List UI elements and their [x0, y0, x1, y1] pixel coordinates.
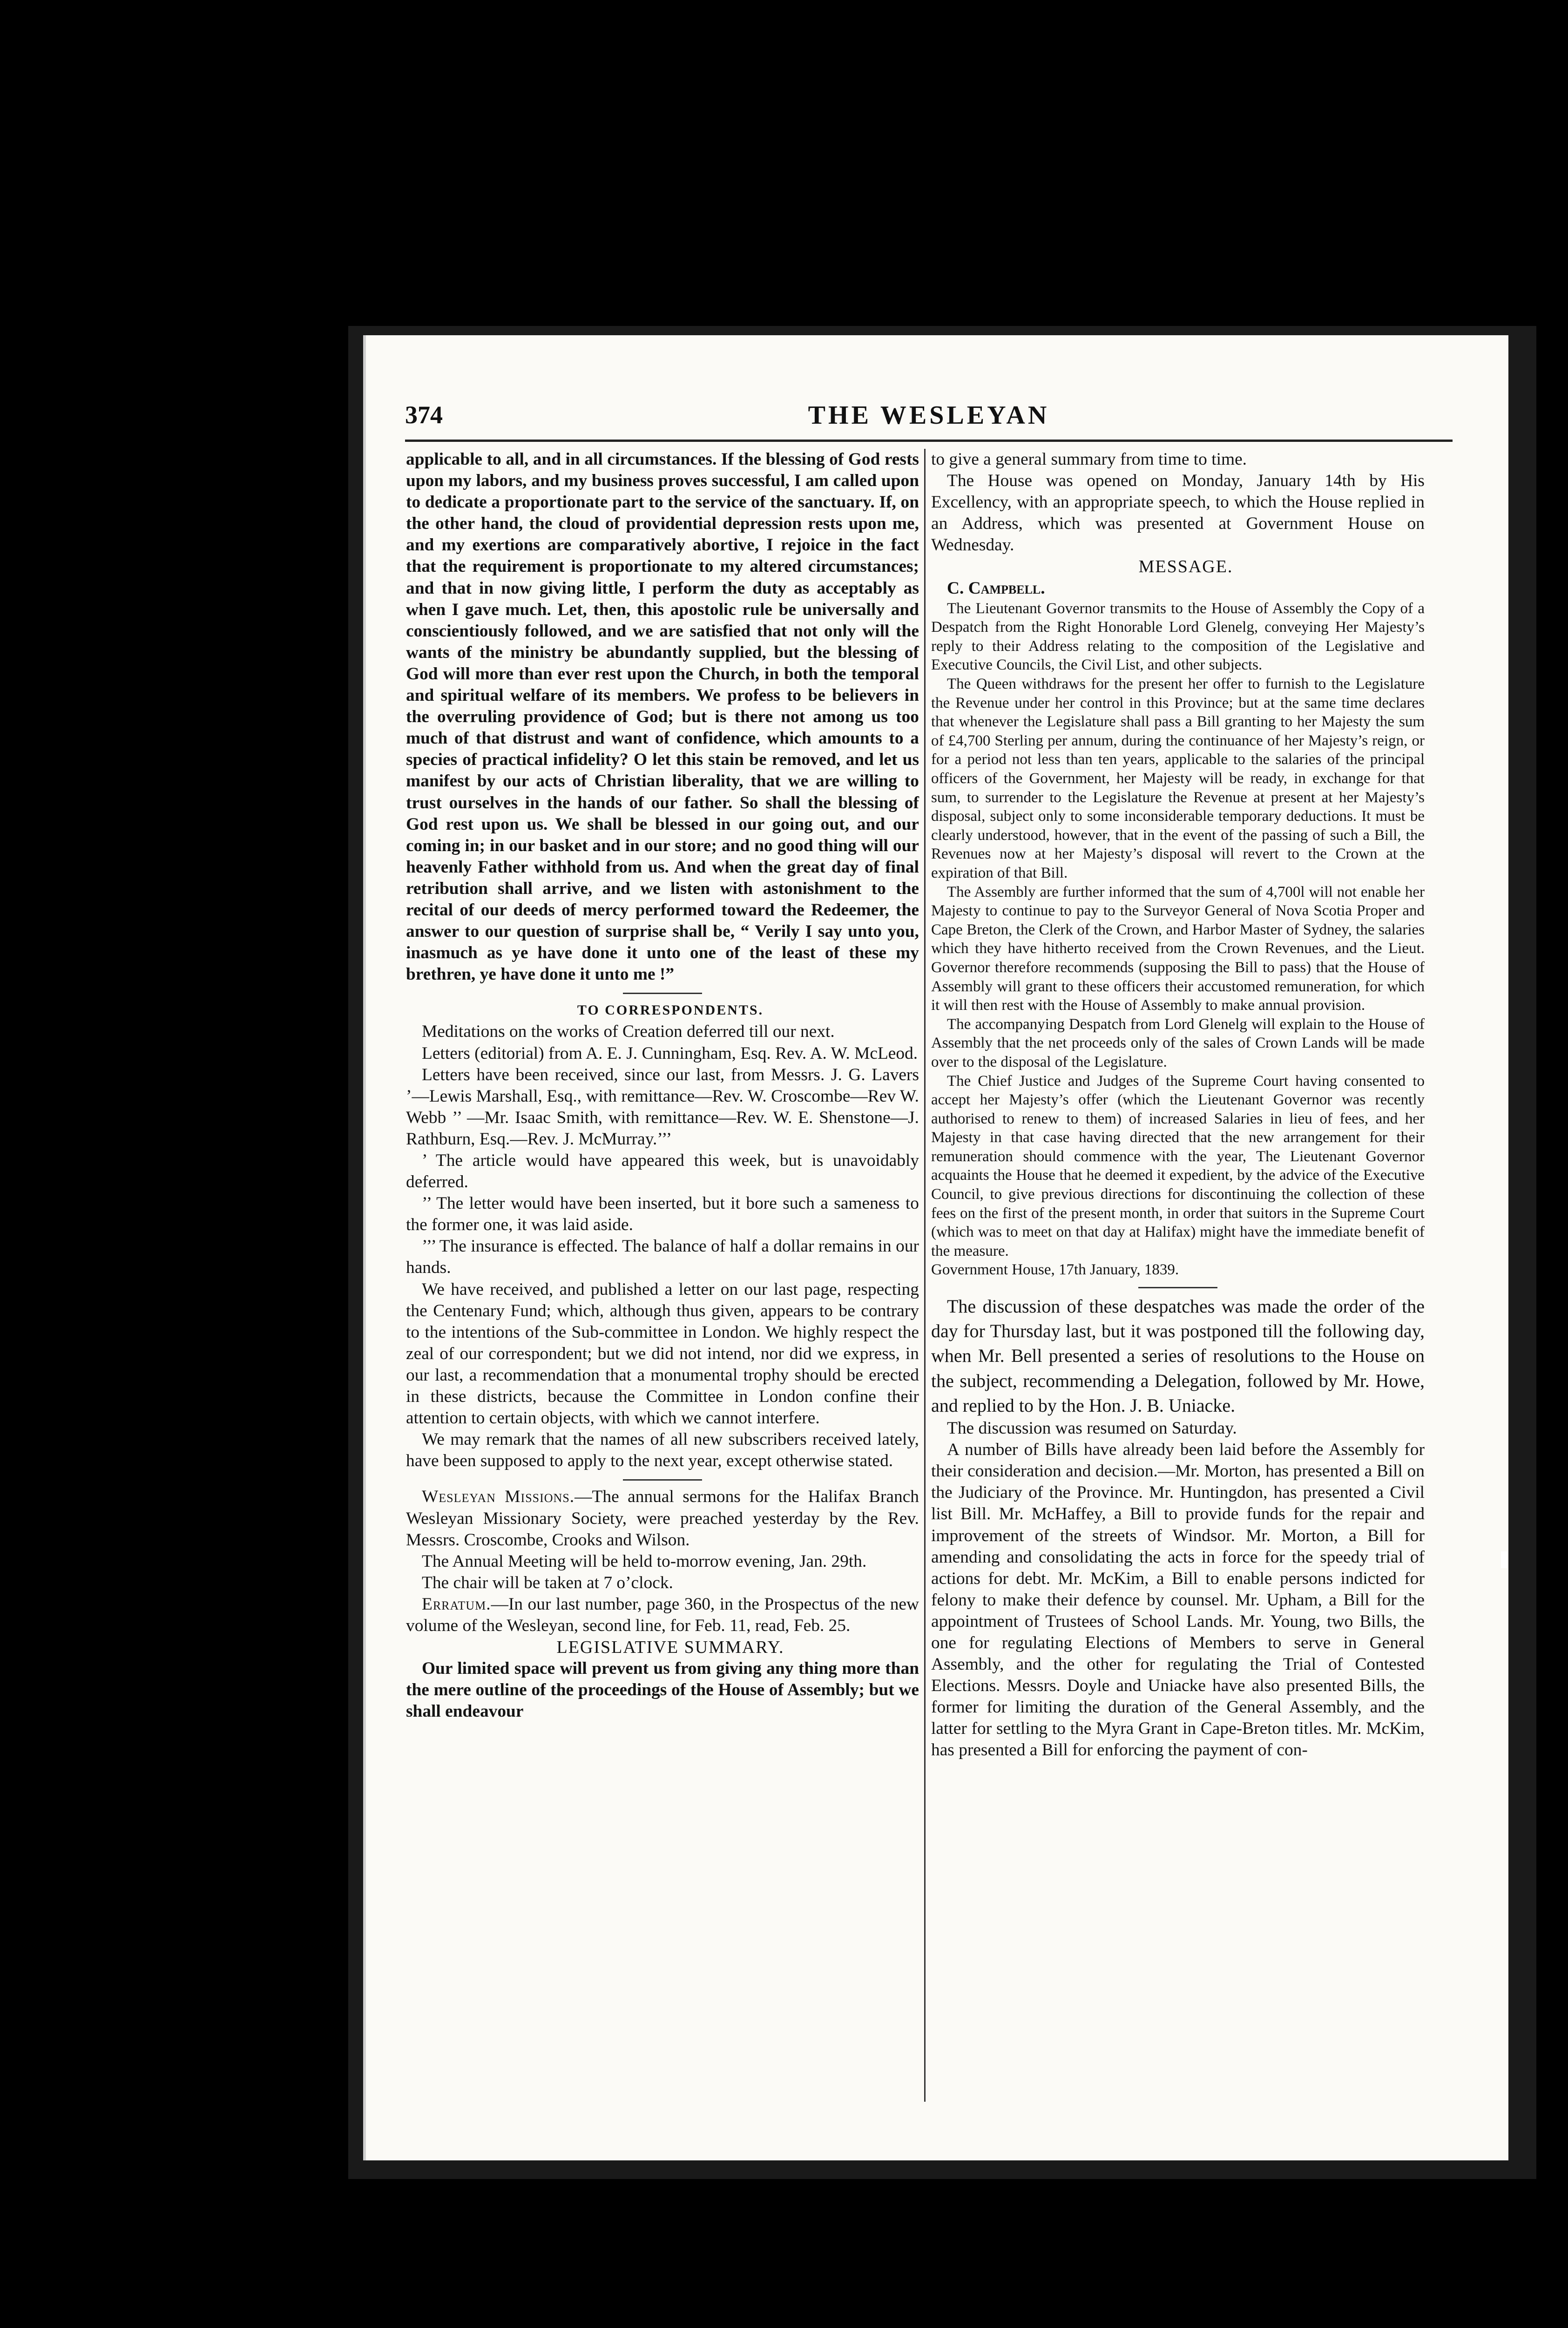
editorial-paragraph: We may remark that the names of all new subscribers received lately, have been supposed to apply to the next year, except otherwise stated.: [406, 1430, 919, 1471]
footnote: ’’ The letter would have been inserted, but it bore such a sameness to the former one, it was laid aside.: [406, 1194, 919, 1235]
message-dateline: Government House, 17th January, 1839.: [931, 1261, 1179, 1279]
left-column: [406, 449, 919, 1722]
section-separator: [1138, 1287, 1217, 1288]
section-separator: [623, 993, 702, 994]
correspondents-heading: TO CORRESPONDENTS.: [577, 1002, 764, 1018]
discussion-paragraph: The discussion of these despatches was made the order of the day for Thursday last, but it was postponed till the following day, when Mr. Bell presented a series of resolutions to the House on the subject, recommending a Delegation, followed by Mr. Howe, and replied to by the Hon. J. B. Uniacke.: [931, 1296, 1425, 1416]
newspaper-page: [363, 335, 1508, 2160]
footnote: ’ The article would have appeared this week, but is unavoidably deferred.: [406, 1151, 919, 1192]
discussion-paragraph: The discussion was resumed on Saturday.: [947, 1419, 1237, 1438]
chair-notice: The chair will be taken at 7 o’clock.: [422, 1573, 673, 1592]
legislative-continuation: to give a general summary from time to time.: [931, 450, 1247, 469]
footnote: ’’’ The insurance is effected. The balance of half a dollar remains in our hands.: [406, 1237, 919, 1278]
legislative-heading: LEGISLATIVE SUMMARY.: [556, 1638, 784, 1658]
missions-notice: [406, 1486, 919, 1550]
message-paragraph: The Queen withdraws for the present her offer to furnish to the Legislature the Revenue under her control in this Province; but at the same time declares that whenever the Legislature shall pass a Bill granting to her Majesty the sum of £4,700 Sterling per annum, during the continuance of her Majesty’s reign, or for a period not less than ten years, applicable to the salaries of the principal officers of the Government, her Majesty will be ready, in exchange for that sum, to surrender to the Legislature the Revenue at present at her Majesty’s disposal, subject only to some inconsiderable temporary deductions. It must be clearly understood, however, that in the event of the passing of such a Bill, the Revenues now at her Majesty’s disposal will revert to the Crown at the expiration of that Bill.: [931, 676, 1425, 881]
message-paragraph: The Assembly are further informed that the sum of 4,700l will not enable her Majesty to continue to pay to the Surveyor General of Nova Scotia Proper and Cape Breton, the Clerk of the Crown, and Harbor Master of Sydney, the salaries which they have hitherto received from the Crown Revenues, and the Lieut. Governor therefore recommends (supposing the Bill to pass) that the House of Assembly will grant to these officers their accustomed remuneration, for which it will then rest with the House of Assembly to make annual provision.: [931, 883, 1425, 1014]
annual-meeting-notice: The Annual Meeting will be held to-morrow evening, Jan. 29th.: [422, 1551, 867, 1571]
header-rule: [405, 440, 1453, 442]
missions-text: —The annual sermons for the Halifax Branch Wesleyan Missionary Society, were preached yesterday by the Rev. Messrs. Croscombe, Crooks and Wilson.: [406, 1487, 919, 1550]
page-number: 374: [405, 401, 443, 429]
correspondents-note: Letters (editorial) from A. E. J. Cunningham, Esq. Rev. A. W. McLeod.: [422, 1043, 918, 1063]
correspondents-note: Meditations on the works of Creation deferred till our next.: [422, 1022, 835, 1042]
correspondents-note: Letters have been received, since our last, from Messrs. J. G. Lavers ’—Lewis Marshall, Esq., with remittance—Rev. W. Croscombe—Rev W. Webb ’’ —Mr. Isaac Smith, with remittance—Rev. W. E. Shenstone—J. Rathburn, Esq.—Rev. J. McMurray.’’’: [406, 1065, 919, 1149]
legislative-intro: Our limited space will prevent us from giving any thing more than the mere outline of the proceedings of the House of Assembly; but we shall endeavour: [406, 1659, 919, 1721]
message-signature: C. Campbell.: [947, 578, 1045, 598]
article-continuation: applicable to all, and in all circumstances. If the blessing of God rests upon my labors, and my business proves successful, I am called upon to dedicate a proportionate part to the service of the sanctuary. If, on the other hand, the cloud of providential depression rests upon me, and my exertions are comparatively abortive, I rejoice in the fact that the requirement is proportionate to my altered circumstances; and that in now giving little, I perform the duty as acceptably as when I gave much. Let, then, this apostolic rule be universally and conscientiously followed, and we are satisfied that not only will the wants of the ministry be abundantly supplied, but the blessing of God will more than ever rest upon the Church, in both the temporal and spiritual welfare of its members. We profess to be believers in the overruling providence of God; but is there not among us too much of that distrust and want of confidence, which amounts to a species of practical infidelity? O let this stain be removed, and let us manifest by our acts of Christian liberality, that we are willing to trust ourselves in the hands of our father. So shall the blessing of God rest upon us. We shall be blessed in our going out, and our coming in; in our basket and in our store; and no good thing will our heavenly Father withhold from us. And when the great day of final retribution shall arrive, and we listen with astonishment to the recital of our deeds of mercy performed toward the Redeemer, the answer to our question of surprise shall be, “ Verily I say unto you, inasmuch as ye have done it unto one of the least of these my brethren, ye have done it unto me !”: [406, 450, 919, 984]
editorial-paragraph: We have received, and published a letter on our last page, respecting the Centenary Fund; which, although thus given, appears to be contrary to the intentions of the Sub-committee in London. We highly respect the zeal of our correspondent; but we did not intend, nor did we express, in our last, a recommendation that a monumental trophy should be erected in these districts, because the Committee in London confine their attention to certain objects, with which we cannot interfere.: [406, 1279, 919, 1428]
message-heading: MESSAGE.: [1138, 557, 1233, 577]
erratum-text: —In our last number, page 360, in the Prospectus of the new volume of the Wesleyan, second line, for Feb. 11, read, Feb. 25.: [406, 1594, 919, 1635]
publication-title: THE WESLEYAN: [808, 401, 1050, 430]
margin-mark: [1501, 1551, 1507, 1568]
erratum-notice: [406, 1594, 919, 1637]
right-column: [931, 449, 1425, 1761]
section-separator: [623, 1479, 702, 1481]
house-opening: The House was opened on Monday, January 14th by His Excellency, with an appropriate speech, to which the House replied in an Address, which was presented at Government House on Wednesday.: [931, 471, 1425, 555]
missions-leadin: Wesleyan Missions.: [422, 1487, 575, 1507]
page-header: [405, 400, 1453, 438]
message-paragraph: The accompanying Despatch from Lord Glenelg will explain to the House of Assembly that the net proceeds only of the sales of Crown Lands will be made over to the disposal of the Legislature.: [931, 1015, 1425, 1070]
erratum-leadin: Erratum.: [422, 1594, 491, 1614]
bills-paragraph: A number of Bills have already been laid before the Assembly for their consideration and decision.—Mr. Morton, has presented a Bill on the Judiciary of the Province. Mr. Huntingdon, has presented a Civil list Bill. Mr. McHaffey, a Bill to provide funds for the repair and improvement of the streets of Windsor. Mr. Morton, a Bill for amending and consolidating the acts in force for the speedy trial of actions for debt. Mr. McKim, a Bill to enable persons indicted for felony to make their defence by counsel. Mr. Upham, a Bill for the appointment of Trustees of School Lands. Mr. Young, two Bills, the one for regulating Elections of Members to serve in General Assembly, and the other for regulating the Trial of Contested Elections. Messrs. Doyle and Uniacke have also presented Bills, the former for limiting the duration of the General Assembly, and the latter for settling to the Myra Grant in Cape-Breton titles. Mr. McKim, has presented a Bill for enforcing the payment of con-: [931, 1440, 1425, 1760]
message-paragraph: The Lieutenant Governor transmits to the House of Assembly the Copy of a Despatch from the Right Honorable Lord Glenelg, conveying Her Majesty’s reply to their Address relating to the composition of the Legislative and Executive Councils, the Civil List, and other subjects.: [931, 600, 1425, 674]
message-paragraph: The Chief Justice and Judges of the Supreme Court having consented to accept her Majesty’s offer (which the Lieutenant Governor was recently authorised to renew to them) of increased Salaries in lieu of fees, and her Majesty in that case having directed that the new arrangement for their remuneration should commence with the year, The Lieutenant Governor acquaints the House that he deemed it expedient, by the advice of the Executive Council, to give previous directions for discontinuing the collection of these fees on the first of the present month, in order that suitors in the Supreme Court (which was to meet on that day at Halifax) might have the immediate benefit of the measure.: [931, 1072, 1425, 1259]
column-divider: [924, 449, 926, 2102]
